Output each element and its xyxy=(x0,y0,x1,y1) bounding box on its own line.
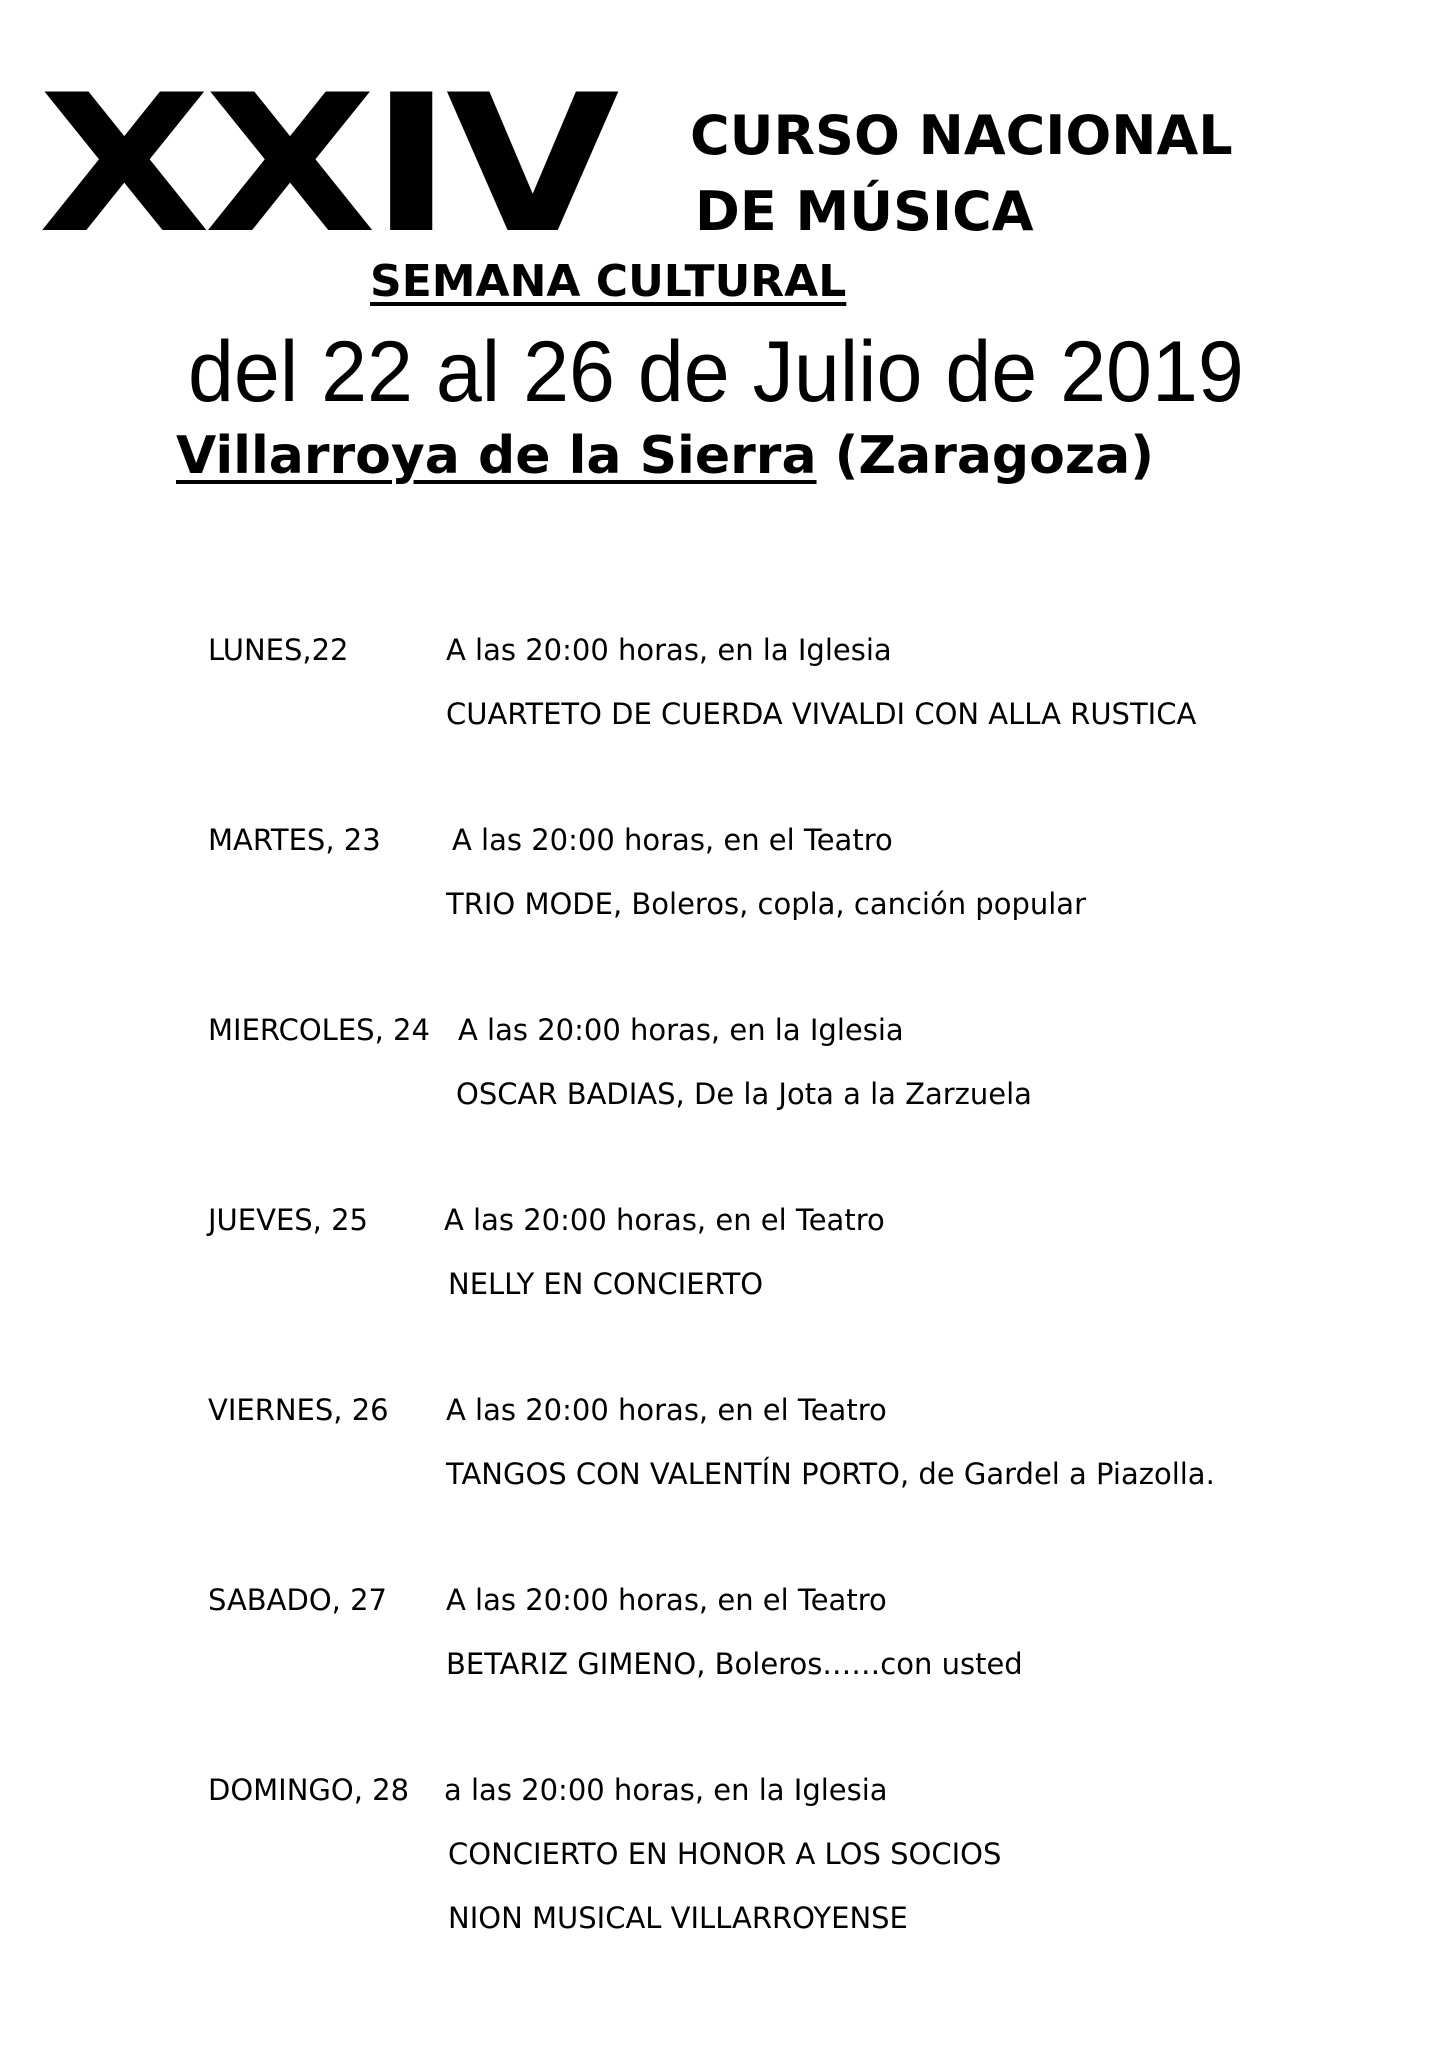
event-day: LUNES,22 xyxy=(208,633,349,667)
event-time-place: A las 20:00 horas, en el Teatro xyxy=(444,1203,885,1237)
course-title-line-2: DE MÚSICA xyxy=(695,180,1034,243)
event-day: VIERNES, 26 xyxy=(208,1393,389,1427)
edition-numeral: XXIV xyxy=(38,54,613,275)
event-day: SABADO, 27 xyxy=(208,1583,388,1617)
event-day: DOMINGO, 28 xyxy=(208,1773,410,1807)
event-day: JUEVES, 25 xyxy=(208,1203,369,1237)
province-name: (Zaragoza) xyxy=(834,426,1155,486)
event-time-place: A las 20:00 horas, en el Teatro xyxy=(446,1393,887,1427)
event-time-place: A las 20:00 horas, en el Teatro xyxy=(452,823,893,857)
event-time-place: A las 20:00 horas, en la Iglesia xyxy=(458,1013,904,1047)
event-time-place: A las 20:00 horas, en la Iglesia xyxy=(446,633,892,667)
location xyxy=(176,424,1154,488)
event-description: OSCAR BADIAS, De la Jota a la Zarzuela xyxy=(456,1077,1032,1111)
event-time-place: a las 20:00 horas, en la Iglesia xyxy=(444,1773,888,1807)
event-description: CUARTETO DE CUERDA VIVALDI CON ALLA RUSTICA xyxy=(446,697,1197,731)
event-day: MARTES, 23 xyxy=(208,823,381,857)
event-description: TRIO MODE, Boleros, copla, canción popular xyxy=(446,887,1086,921)
event-description: TANGOS CON VALENTÍN PORTO, de Gardel a Piazolla. xyxy=(446,1457,1215,1491)
event-time-place: A las 20:00 horas, en el Teatro xyxy=(446,1583,887,1617)
event-description: NION MUSICAL VILLARROYENSE xyxy=(448,1901,908,1935)
event-description: BETARIZ GIMENO, Boleros……con usted xyxy=(446,1647,1023,1681)
subtitle: SEMANA CULTURAL xyxy=(370,256,847,307)
event-description: CONCIERTO EN HONOR A LOS SOCIOS xyxy=(448,1837,1002,1871)
town-name: Villarroya de la Sierra xyxy=(176,426,817,486)
event-day: MIERCOLES, 24 xyxy=(208,1013,430,1047)
event-dates: del 22 al 26 de Julio de 2019 xyxy=(188,324,1244,420)
course-title-line-1: CURSO NACIONAL xyxy=(690,104,1233,167)
event-description: NELLY EN CONCIERTO xyxy=(448,1267,764,1301)
